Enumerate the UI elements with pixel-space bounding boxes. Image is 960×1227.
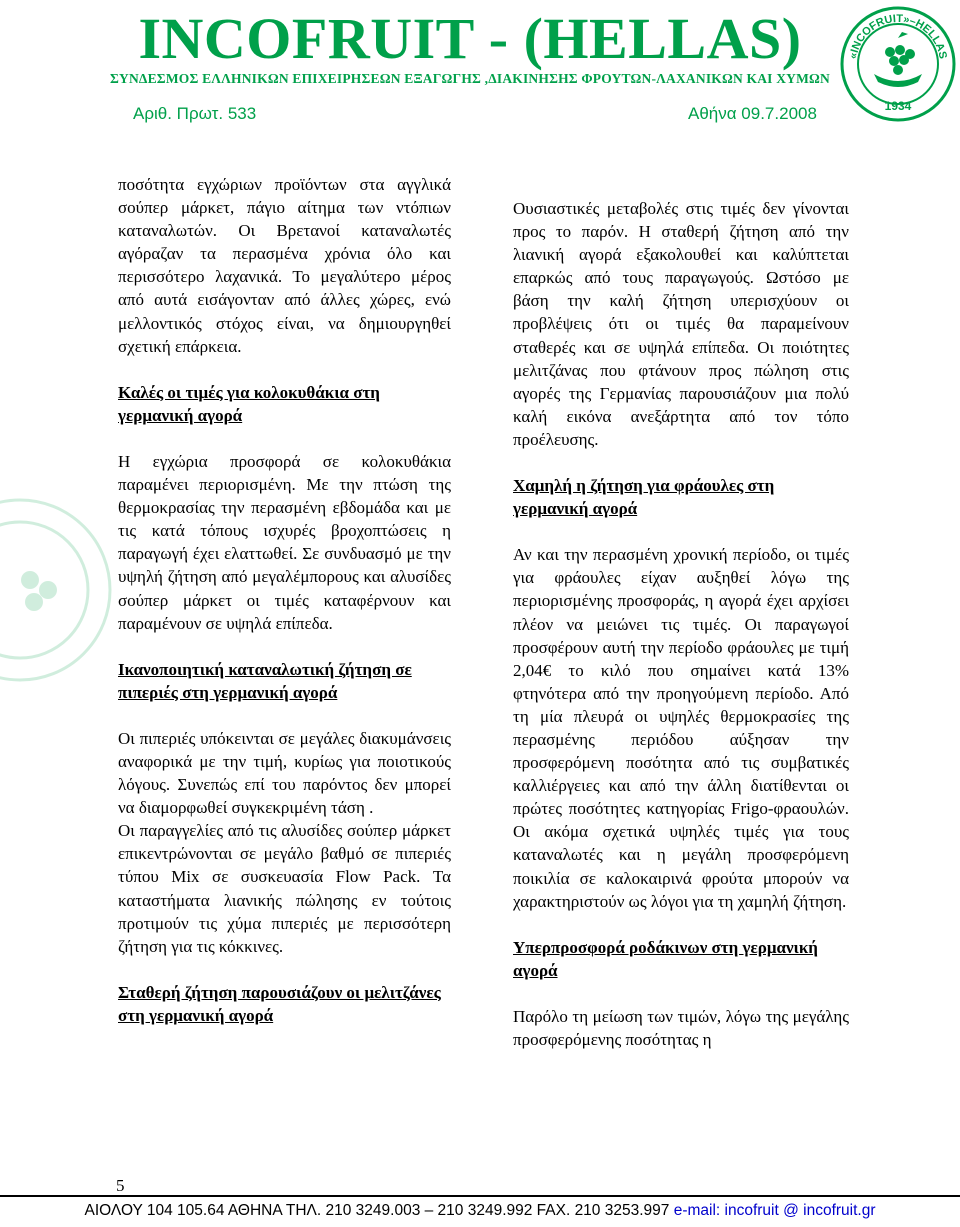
- left-column: [118, 173, 451, 1027]
- paragraph: Ουσιαστικές μεταβολές στις τιμές δεν γίνονται προς το παρόν. Η σταθερή ζήτηση από την λιανική αγορά εξακολουθεί και καλύπτεται επαρκώς από τους παραγωγούς. Ωστόσο με βάση την καλή ζήτηση υπερισχύουν οι προβλέψεις ότι οι τιμές θα παραμείνουν σταθερές και σε υψηλά επίπεδα. Οι ποιότητες μελιτζάνας που φτάνουν προς πώληση στις αγορές της Γερμανίας παρουσιάζουν μια πολύ καλή εικόνα ανεξάρτητα από τον τόπο προέλευσης.: [513, 199, 849, 449]
- footer-address: ΑΙΟΛΟΥ 104 105.64 ΑΘΗΝΑ ΤΗΛ. 210 3249.003 – 210 3249.992 FAX. 210 3253.997: [84, 1202, 670, 1219]
- section-heading: Σταθερή ζήτηση παρουσιάζουν οι μελιτζάνες στη γερμανική αγορά: [118, 982, 441, 1025]
- header-subtitle: ΣΥΝΔΕΣΜΟΣ ΕΛΛΗΝΙΚΩΝ ΕΠΙΧΕΙΡΗΣΕΩΝ ΕΞΑΓΩΓΗΣ ,ΔΙΑΚΙΝΗΣΗΣ ΦΡΟΥΤΩΝ-ΛΑΧΑΝΙΚΩΝ ΚΑΙ ΧΥΜΩΝ: [110, 71, 830, 86]
- document-date: Αθήνα 09.7.2008: [688, 104, 817, 123]
- section-heading: Υπερπροσφορά ροδάκινων στη γερμανική αγορά: [513, 937, 818, 980]
- section-heading: Καλές οι τιμές για κολοκυθάκια στη γερμανική αγορά: [118, 382, 380, 425]
- header-title: INCOFRUIT - (HELLAS): [138, 6, 802, 71]
- svg-text:«INCOFRUIT»–HELLAS: «INCOFRUIT»–HELLAS: [847, 12, 949, 60]
- paragraph: Οι παραγγελίες από τις αλυσίδες σούπερ μάρκετ επικεντρώνονται σε μεγάλο βαθμό σε πιπεριές τύπου Mix σε συσκευασία Flow Pack. Τα καταστήματα λιανικής πώλησης εν τούτοις προτιμούν τις χύμα πιπεριές με περισσότερη ζήτηση για τις κόκκινες.: [118, 821, 451, 956]
- right-column: [513, 197, 849, 1051]
- page-number: 5: [116, 1176, 125, 1195]
- paragraph: Η εγχώρια προσφορά σε κολοκυθάκια παραμένει περιορισμένη. Με την πτώση της θερμοκρασίας την περασμένη εβδομάδα και με τις κατά τόπους ισχυρές βροχοπτώσεις η παραγωγή έχει ελαττωθεί. Σε συνδυασμό με την υψηλή ζήτηση από μεγαλέμπορους και αλυσίδες σούπερ μάρκετ οι τιμές καταφέρνουν και παραμένουν σε υψηλά επίπεδα.: [118, 451, 451, 633]
- paragraph: ποσότητα εγχώριων προϊόντων στα αγγλικά σούπερ μάρκετ, πάγιο αίτημα των ντόπιων καταναλωτών. Οι Βρετανοί καταναλωτές αγόραζαν τα περασμένα χρόνια όλο και περισσότερο λαχανικά. Το μεγαλύτερο μέρος από αυτά εισάγονταν από άλλες χώρες, ενώ μελλοντικός στόχος είναι, να δημιουργηθεί σχετική επάρκεια.: [118, 175, 451, 356]
- paragraph: Αν και την περασμένη χρονική περίοδο, οι τιμές για φράουλες είχαν αυξηθεί λόγω της περιορισμένης προσφοράς, η αγορά έχει αρχίσει πλέον να μειώνει τις τιμές. Οι παραγωγοί προσφέρουν αυτή την περίοδο φράουλες με τιμή 2,04€ το κιλό που σημαίνει κατά 13% φτηνότερα από την προηγούμενη περίοδο. Από τη μία πλευρά οι υψηλές θερμοκρασίες της περασμένης περιόδου αύξησαν την προσφερόμενη ποσότητα από τις συμβατικές καλλιέργειες και από την άλλη διατίθενται οι πρώτες ποσότητες κατηγορίας Frigo-φραουλών. Οι ακόμα σχετικά υψηλές τιμές για τους καταναλωτές και η μεγάλη προσφερόμενη ποικιλία σε καλοκαιρινά φρούτα μπορούν να χαρακτηριστούν ως λόγοι για τη χαμηλή ζήτηση.: [513, 545, 849, 911]
- footer-divider: [0, 1195, 960, 1197]
- footer-email[interactable]: e-mail: incofruit @ incofruit.gr: [673, 1202, 876, 1219]
- paragraph: Οι πιπεριές υπόκεινται σε μεγάλες διακυμάνσεις αναφορικά με την τιμή, κυρίως για ποιοτικούς λόγους. Συνεπώς επί του παρόντος δεν μπορεί να διαμορφωθεί συγκεκριμένη τάση .: [118, 728, 451, 818]
- incofruit-logo: [838, 4, 958, 124]
- svg-text:1934: 1934: [884, 99, 912, 113]
- section-heading: Ικανοποιητική καταναλωτική ζήτηση σε πιπεριές στη γερμανική αγορά: [118, 659, 412, 702]
- paragraph: Παρόλο τη μείωση των τιμών, λόγω της μεγάλης προσφερόμενης ποσότητας η: [513, 1006, 849, 1049]
- footer: [0, 1202, 960, 1220]
- protocol-number: Αριθ. Πρωτ. 533: [133, 104, 257, 123]
- section-heading: Χαμηλή η ζήτηση για φράουλες στη γερμανική αγορά: [513, 476, 775, 519]
- incofruit-watermark: [0, 480, 120, 700]
